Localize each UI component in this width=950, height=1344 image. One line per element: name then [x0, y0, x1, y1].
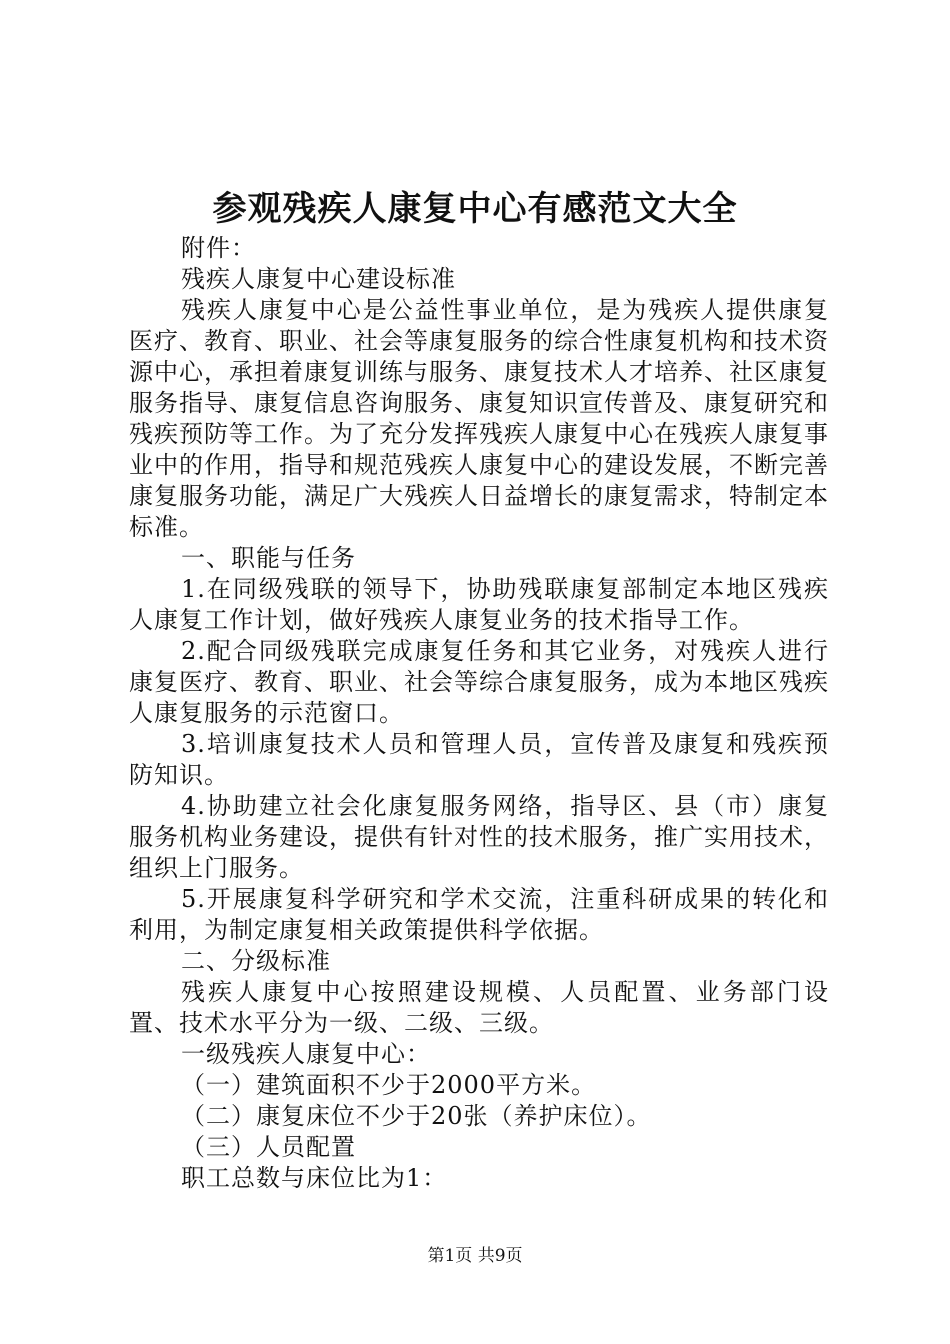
paragraph-item-4: 4.协助建立社会化康复服务网络，指导区、县（市）康复服务机构业务建设，提供有针对性的技术服务，推广实用技术，组织上门服务。: [129, 792, 829, 882]
paragraph-staff-ratio: 职工总数与床位比为1：: [181, 1164, 448, 1192]
paragraph-intro: 残疾人康复中心是公益性事业单位，是为残疾人提供康复医疗、教育、职业、社会等康复服务的综合性康复机构和技术资源中心，承担着康复训练与服务、康复技术人才培养、社区康复服务指导、康复信息咨询服务、康复知识宣传普及、康复研究和残疾预防等工作。为了充分发挥残疾人康复中心在残疾人康复事业中的作用，指导和规范残疾人康复中心的建设发展，不断完善康复服务功能，满足广大残疾人日益增长的康复需求，特制定本标准。: [129, 296, 829, 541]
section-heading-functions: 一、职能与任务: [181, 544, 356, 572]
page-footer: 第1页 共9页: [427, 1246, 523, 1266]
document-body: [129, 233, 829, 1194]
paragraph-item-3: 3.培训康复技术人员和管理人员，宣传普及康复和残疾预防知识。: [129, 730, 829, 789]
document-title: 参观残疾人康复中心有感范文大全: [212, 189, 738, 229]
paragraph-heading-standard: 残疾人康复中心建设标准: [181, 265, 456, 293]
paragraph-staffing: （三）人员配置: [181, 1133, 356, 1161]
paragraph-beds: （二）康复床位不少于20张（养护床位）。: [181, 1102, 652, 1130]
paragraph-grading: 残疾人康复中心按照建设规模、人员配置、业务部门设置、技术水平分为一级、二级、三级。: [129, 978, 829, 1037]
section-heading-grading: 二、分级标准: [181, 947, 331, 975]
paragraph-attachment: 附件：: [181, 234, 256, 262]
paragraph-item-2: 2.配合同级残联完成康复任务和其它业务，对残疾人进行康复医疗、教育、职业、社会等综合康复服务，成为本地区残疾人康复服务的示范窗口。: [129, 637, 829, 727]
paragraph-item-5: 5.开展康复科学研究和学术交流，注重科研成果的转化和利用，为制定康复相关政策提供科学依据。: [129, 885, 829, 944]
paragraph-level-one: 一级残疾人康复中心：: [181, 1040, 431, 1068]
paragraph-building-area: （一）建筑面积不少于2000平方米。: [181, 1071, 597, 1099]
paragraph-item-1: 1.在同级残联的领导下，协助残联康复部制定本地区残疾人康复工作计划，做好残疾人康复业务的技术指导工作。: [129, 575, 829, 634]
